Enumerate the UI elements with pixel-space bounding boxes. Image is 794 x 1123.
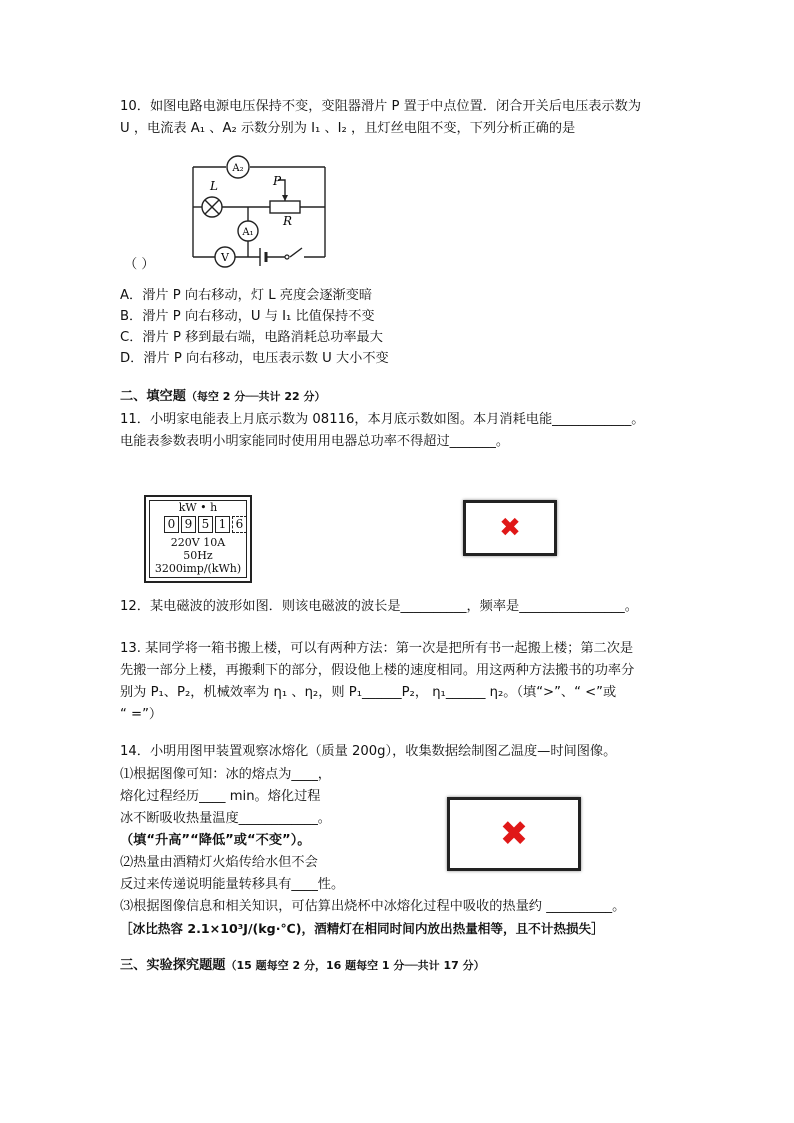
meter-digit: 1 <box>215 516 230 533</box>
q14-part2-b: 反过来传递说明能量转移具有____性。 <box>120 877 345 892</box>
section3-note: （15 题每空 2 分，16 题每空 1 分──共计 17 分） <box>225 959 485 972</box>
meter-digits <box>164 516 249 533</box>
section2-note: （每空 2 分──共计 22 分） <box>185 390 326 403</box>
section3-title: 三、实验探究题题 <box>120 958 226 973</box>
broken-image-placeholder <box>447 797 581 871</box>
q10-option-d: D．滑片 P 向右移动，电压表示数 U 大小不变 <box>120 351 389 366</box>
section3-heading <box>120 957 485 975</box>
resistor-label: R <box>283 214 293 228</box>
q10-option-a: A．滑片 P 向右移动，灯 L 亮度会逐渐变暗 <box>120 288 373 303</box>
rheostat-icon <box>270 201 300 213</box>
v-label: V <box>221 251 229 264</box>
meter-digit: 6 <box>232 516 247 533</box>
section2-title: 二、填空题 <box>120 389 186 404</box>
q14-part2-a: ⑵热量由酒精灯火焰传给水但不会 <box>120 855 318 870</box>
broken-image-icon: ✖ <box>499 814 529 854</box>
slider-label: P <box>273 174 282 188</box>
broken-image-placeholder <box>463 500 557 556</box>
a2-label: A₂ <box>232 163 244 174</box>
q10-option-c: C．滑片 P 移到最右端，电路消耗总功率最大 <box>120 330 383 345</box>
a1-label: A₁ <box>242 227 254 238</box>
q14-part3-note: ［冰比热容 2.1×10³J/(kg·℃)，酒精灯在相同时间内放出热量相等，且不计热损失］ <box>120 921 604 936</box>
meter-digit: 5 <box>198 516 213 533</box>
switch-icon <box>285 255 289 259</box>
q14-part1-a: ⑴根据图像可知：冰的熔点为____， <box>120 767 331 782</box>
q11-line2: 电能表参数表明小明家能同时使用用电器总功率不得超过_______。 <box>120 434 510 449</box>
section2-heading <box>120 388 325 406</box>
q10-line1: 10．如图电路电源电压保持不变，变阻器滑片 P 置于中点位置．闭合开关后电压表示数为 <box>120 99 642 114</box>
meter-digit: 9 <box>181 516 196 533</box>
q14-line1: 14．小明用图甲装置观察冰熔化（质量 200g），收集数据绘制图乙温度—时间图像。 <box>120 744 617 759</box>
q14-part3: ⑶根据图像信息和相关知识，可估算出烧杯中冰熔化过程中吸收的热量约 __________。 <box>120 899 626 914</box>
q11-line1: 11．小明家电能表上月底示数为 08116，本月底示数如图。本月消耗电能____________。 <box>120 412 645 427</box>
q10-line2: U ，电流表 A₁ 、A₂ 示数分别为 I₁ 、I₂ ，且灯丝电阻不变，下列分析正确的是 <box>120 121 576 136</box>
meter-digit: 0 <box>164 516 179 533</box>
lamp-label: L <box>210 179 218 193</box>
energy-meter <box>144 495 252 583</box>
meter-imp: 3200imp/(kWh) <box>154 562 242 575</box>
meter-rating: 220V 10A <box>170 536 226 549</box>
q14-part1-b: 熔化过程经历____ min。熔化过程 <box>120 789 321 804</box>
q10-answer-paren: （ ） <box>124 257 155 272</box>
q13-line4: “ =”） <box>120 707 163 722</box>
circuit-diagram <box>180 150 340 275</box>
q10-option-b: B．滑片 P 向右移动，U 与 I₁ 比值保持不变 <box>120 309 375 324</box>
meter-frequency: 50Hz <box>183 549 213 562</box>
q13-line3: 别为 P₁、P₂，机械效率为 η₁ 、η₂，则 P₁______P₂， η₁______ η₂。（填“>”、“ <”或 <box>120 685 617 700</box>
q14-part1-c: 冰不断吸收热量温度____________。 <box>120 811 331 826</box>
q13-line2: 先搬一部分上楼，再搬剩下的部分，假设他上楼的速度相同。用这两种方法搬书的功率分 <box>120 663 635 678</box>
q13-line1: 13. 某同学将一箱书搬上楼，可以有两种方法：第一次是把所有书一起搬上楼；第二次是 <box>120 641 634 656</box>
q12-line: 12．某电磁波的波形如图．则该电磁波的波长是__________，频率是________________。 <box>120 599 638 614</box>
q14-part1-hint: （填“升高”“降低”或“不变”）。 <box>120 833 311 848</box>
broken-image-icon: ✖ <box>499 513 521 543</box>
meter-unit: kW • h <box>178 501 218 514</box>
